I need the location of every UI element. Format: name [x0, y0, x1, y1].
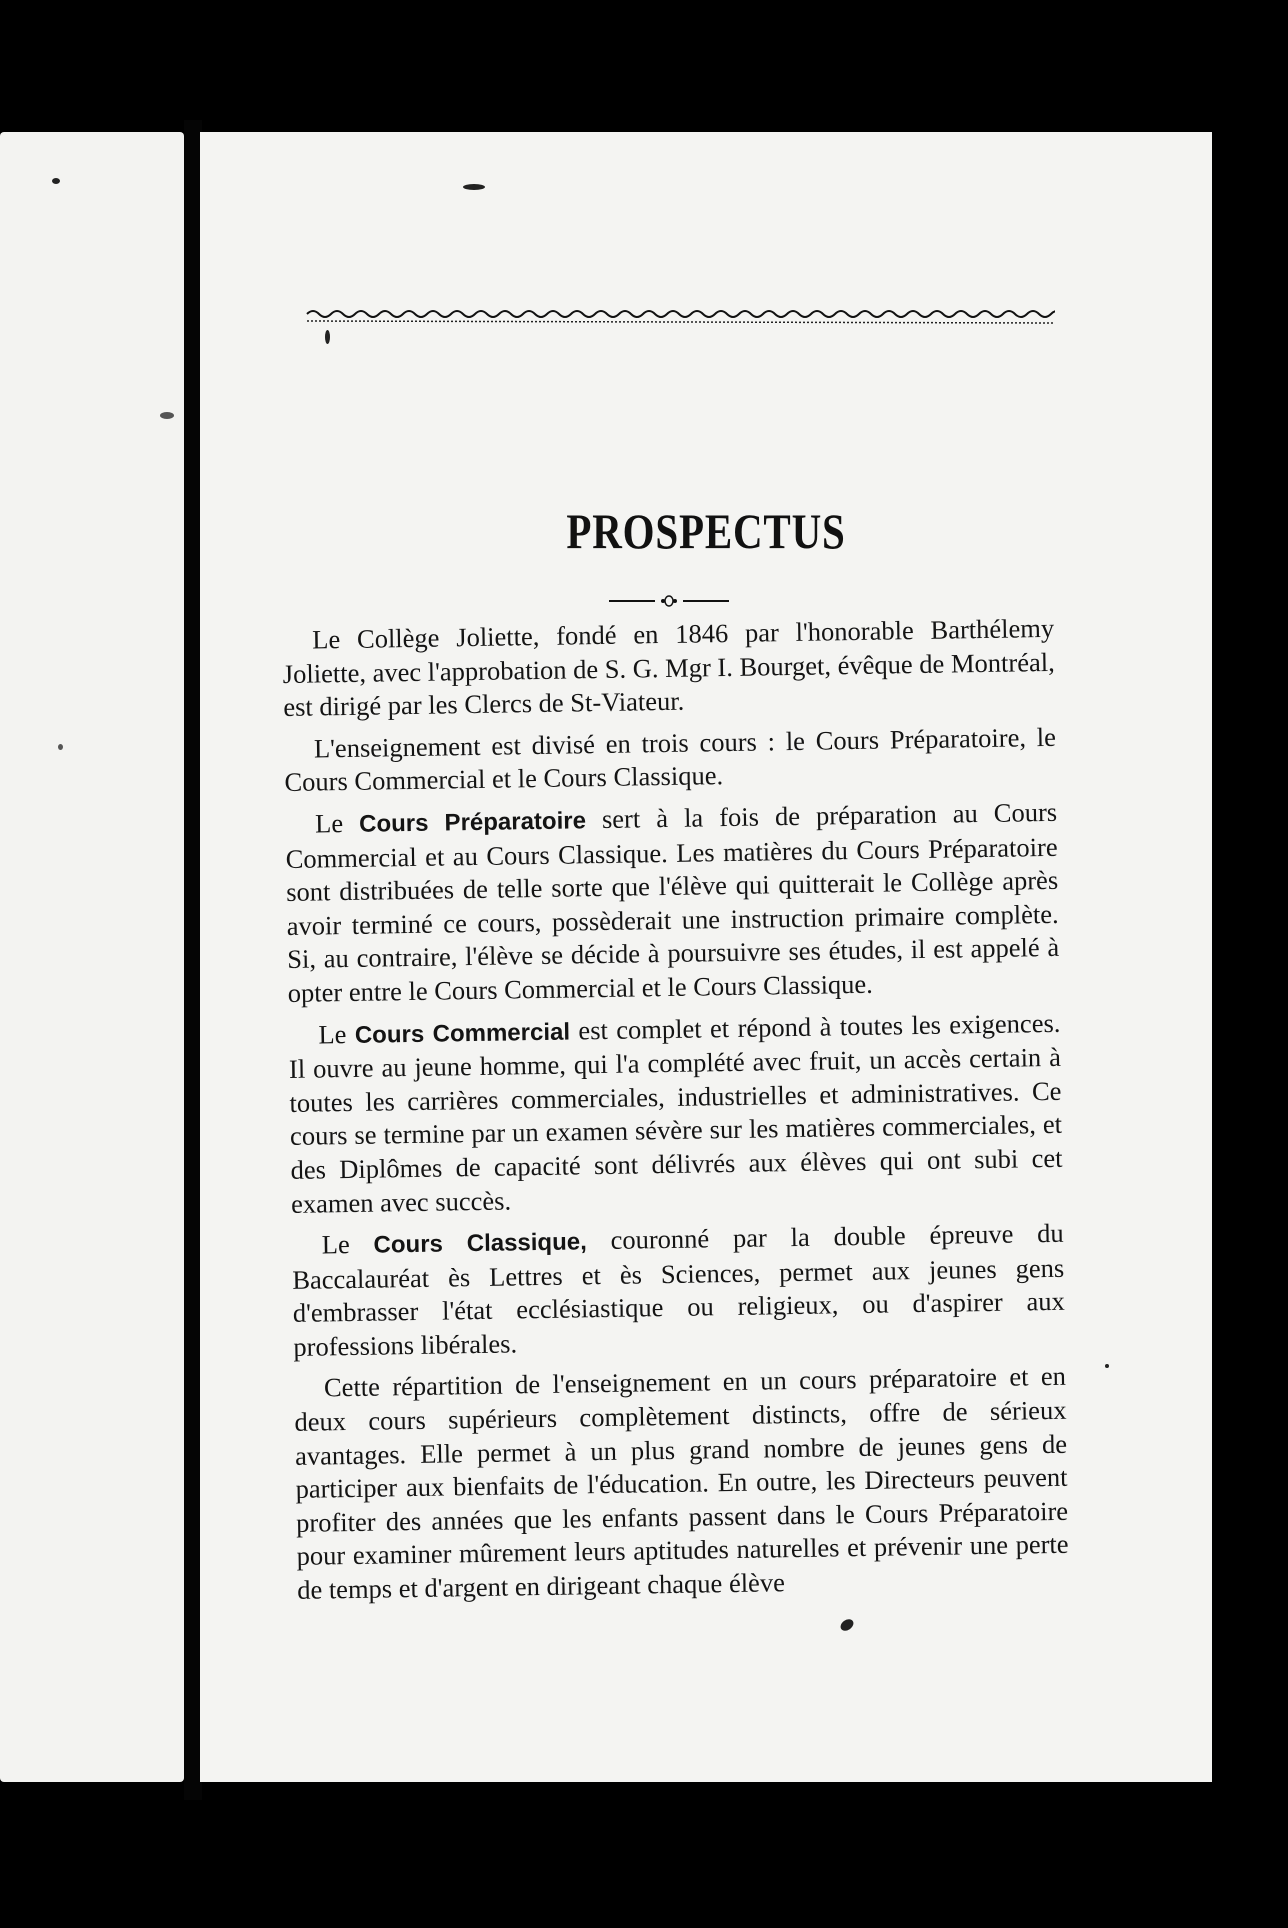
prospectus-body: [282, 612, 1069, 1616]
paragraph-cours-preparatoire: Le Cours Préparatoire sert à la fois de préparation au Cours Commercial et au Cours Classique. Les matières du Cours Préparatoire sont distribuées de telle sorte que l'élève qui quitterait le Collège après avoir terminé ce cours, possèderait une instruction primaire complète. Si, au contraire, l'élève se décide à poursuivre ses études, il est appelé à opter entre le Cours Commercial et le Cours Classique.: [285, 796, 1060, 1008]
document-title: PROSPECTUS: [566, 503, 846, 559]
adjacent-page-edge: [0, 132, 184, 1782]
paragraph-college-intro: Le Collège Joliette, fondé en 1846 par l'honorable Barthélemy Joliette, avec l'approbation de S. G. Mgr I. Bourget, évêque de Montréal, est dirigé par les Clercs de St-Viateur.: [282, 612, 1055, 723]
title-ornament-rule: [609, 594, 729, 608]
decorative-header-rule: [305, 300, 1055, 330]
heading-cours-classique: Cours Classique,: [373, 1228, 587, 1259]
document-page: [200, 132, 1212, 1782]
paragraph-cours-commercial: Le Cours Commercial est complet et répond à toutes les exigences. Il ouvre au jeune homme, qui l'a complété avec fruit, un accès certain à toutes les carrières commerciales, industrielles et administratives. Ce cours se termine par un examen sévère sur les matières commerciales, et des Diplômes de capacité sont délivrés aux élèves qui ont subi cet examen avec succès.: [288, 1007, 1063, 1219]
heading-cours-commercial: Cours Commercial: [354, 1018, 571, 1049]
paragraph-repartition: Cette répartition de l'enseignement en un cours préparatoire et en deux cours supérieurs complètement distincts, offre de sérieux avantages. Elle permet à un plus grand nombre de jeunes gens de participer aux bienfaits de l'éducation. En outre, les Directeurs peuvent profiter des années que les enfants passent dans le Cours Préparatoire pour examiner mûrement leurs aptitudes naturelles et prévenir une perte de temps et d'argent en dirigeant chaque élève: [294, 1361, 1069, 1605]
paragraph-course-division: L'enseignement est divisé en trois cours : le Cours Préparatoire, le Cours Commercial et le Cours Classique.: [284, 721, 1057, 798]
heading-cours-preparatoire: Cours Préparatoire: [358, 807, 587, 838]
paragraph-cours-classique: Le Cours Classique, couronné par la double épreuve du Baccalauréat ès Lettres et ès Sciences, permet aux jeunes gens d'embrasser l'état ecclésiastique ou religieux, ou d'aspirer aux professions libérales.: [292, 1217, 1065, 1362]
